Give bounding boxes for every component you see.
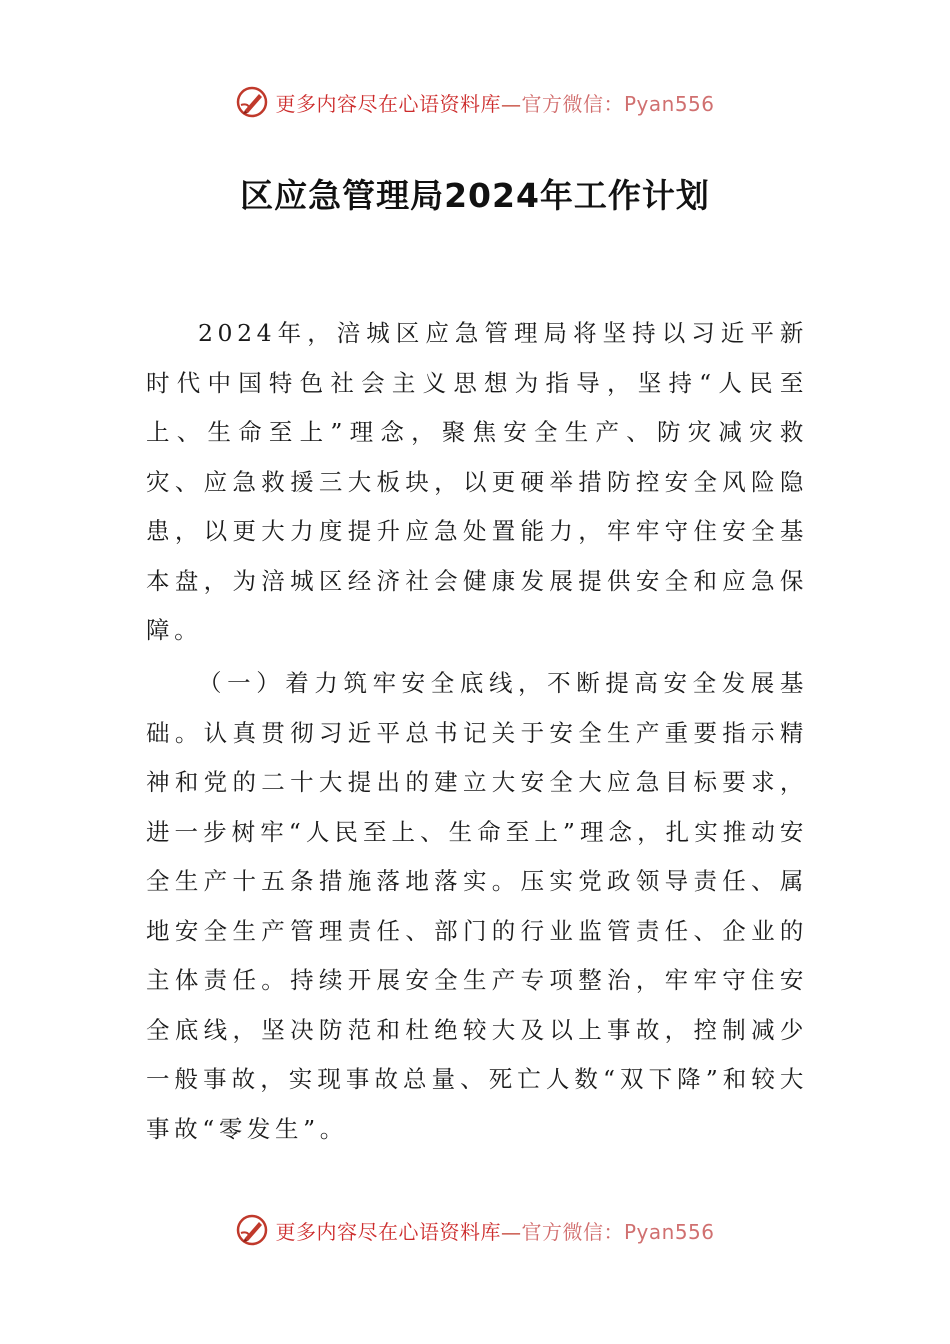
- header-brand-text: 更多内容尽在心语资料库: [275, 91, 501, 116]
- section-one-paragraph: （一）着力筑牢安全底线，不断提高安全发展基础。认真贯彻习近平总书记关于安全生产重要指示精神和党的二十大提出的建立大安全大应急目标要求，进一步树牢“人民至上、生命至上”理念，扎实推动安全生产十五条措施落地落实。压实党政领导责任、属地安全生产管理责任、部门的行业监管责任、企业的主体责任。持续开展安全生产专项整治，牢牢守住安全底线，坚决防范和杜绝较大及以上事故，控制减少一般事故，实现事故总量、死亡人数“双下降”和较大事故“零发生”。: [146, 669, 808, 1143]
- header-banner: [0, 82, 950, 122]
- document-title: 区应急管理局2024年工作计划: [240, 176, 710, 215]
- footer-wechat-id: Pyan556: [623, 1219, 715, 1244]
- pen-logo-icon: [235, 1213, 269, 1247]
- header-separator: —: [500, 91, 522, 116]
- header-banner-text: [275, 88, 714, 117]
- footer-brand-text: 更多内容尽在心语资料库: [275, 1219, 501, 1244]
- pen-logo-icon: [235, 85, 269, 119]
- footer-separator: —: [500, 1219, 522, 1244]
- header-wechat-label: 官方微信：: [521, 91, 624, 116]
- intro-paragraph: 2024年，涪城区应急管理局将坚持以习近平新时代中国特色社会主义思想为指导，坚持“人民至上、生命至上”理念，聚焦安全生产、防灾减灾救灾、应急救援三大板块，以更硬举措防控安全风险隐患，以更大力度提升应急处置能力，牢牢守住安全基本盘，为涪城区经济社会健康发展提供安全和应急保障。: [146, 319, 808, 644]
- footer-banner-text: [275, 1216, 714, 1245]
- header-wechat-id: Pyan556: [623, 91, 715, 116]
- footer-wechat-label: 官方微信：: [521, 1219, 624, 1244]
- footer-banner: [0, 1210, 950, 1250]
